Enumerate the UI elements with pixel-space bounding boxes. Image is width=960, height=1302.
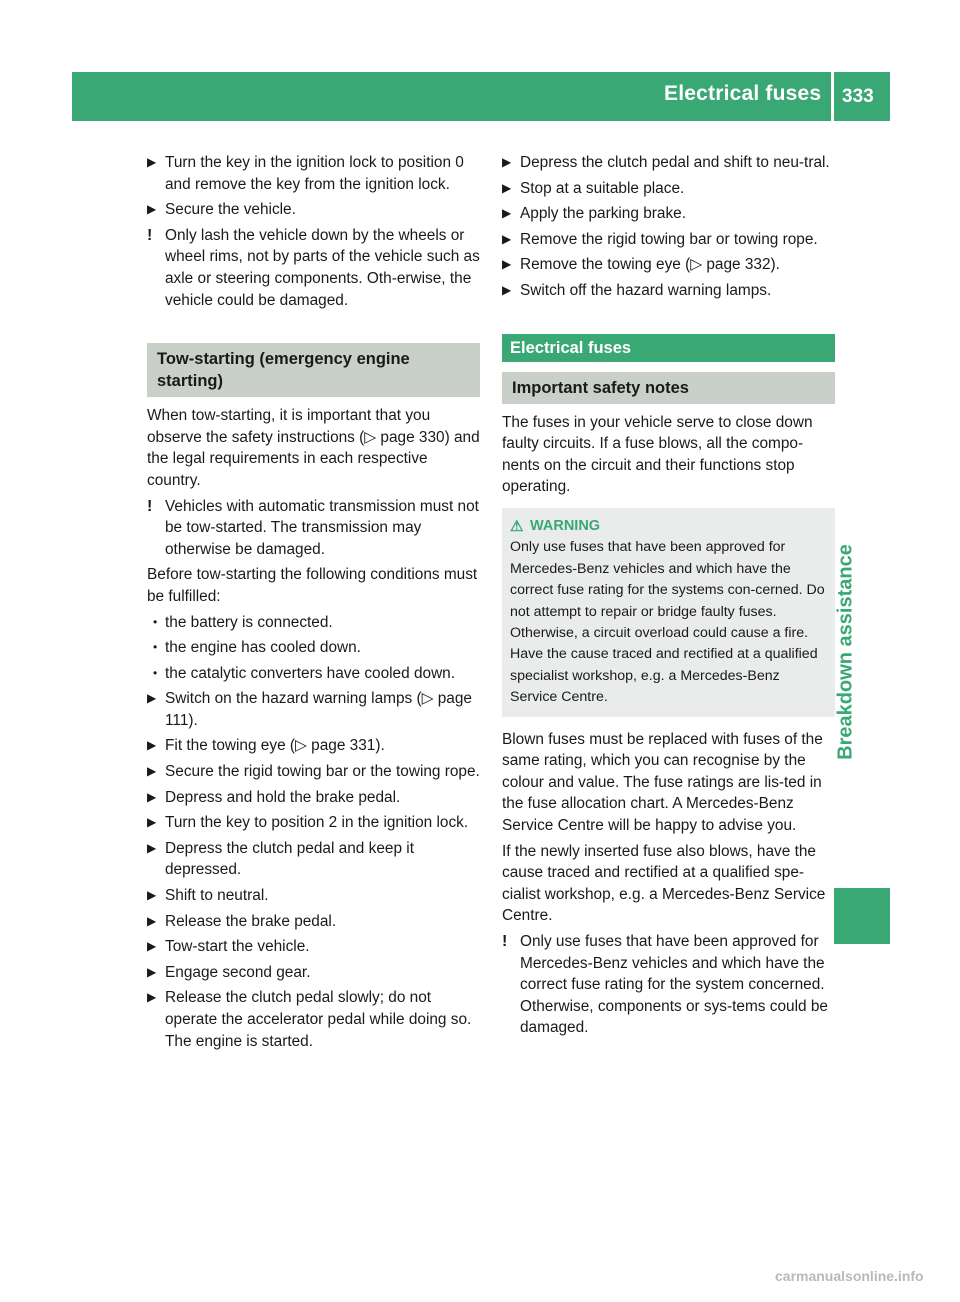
page-number: 333 — [842, 86, 874, 107]
arrow-right-icon: ▶ — [147, 913, 157, 928]
paragraph: Blown fuses must be replaced with fuses of the same rating, which you can recognise by the colour and value. The fuse ratings are lis-ted in the fuse allocation chart. A Mercedes-Benz Service Centre will be happy to advise you. — [502, 730, 823, 834]
step-item: ▶ Secure the vehicle. — [147, 199, 480, 221]
caution-note: ! Only use fuses that have been approved for Mercedes-Benz vehicles and which have the correct fuse rating for the system concerned. Otherwise, components or sys-tems could be damaged. — [502, 932, 828, 1037]
arrow-right-icon: ▶ — [502, 231, 512, 246]
step-item: ▶ Switch on the hazard warning lamps (▷ page 111). — [147, 690, 472, 729]
caution-note: ! Only lash the vehicle down by the wheels or wheel rims, not by parts of the vehicle such as axle or steering components. Oth-erwise, the vehicle could be damaged. — [147, 226, 480, 309]
watermark: carmanualsonline.info — [775, 1268, 924, 1284]
warning-text: Only use fuses that have been approved for Mercedes-Benz vehicles and which have the correct fuse rating for the systems con-cerned. Do not attempt to repair or bridge faulty fuses. Otherwise, a circuit overload could cause a fire. Have the cause traced and rectified at a qualified specialist workshop, e.g. a Mercedes-Benz Service Centre. — [510, 539, 825, 706]
arrow-right-icon: ▶ — [502, 206, 512, 221]
step-result: The engine is started. — [165, 1032, 314, 1050]
step-item: ▶ Depress and hold the brake pedal. — [147, 787, 480, 809]
paragraph: If the newly inserted fuse also blows, have the cause traced and rectified at a qualified spe-cialist workshop, e.g. a Mercedes-Benz Service Centre. — [502, 842, 826, 925]
arrow-right-icon: ▶ — [147, 939, 157, 954]
header-divider — [831, 72, 834, 121]
arrow-right-icon: ▶ — [147, 202, 157, 217]
arrow-right-icon: ▶ — [147, 964, 157, 979]
bullet-item: • the engine has cooled down. — [147, 637, 480, 659]
paragraph: When tow-starting, it is important that you observe the safety instructions (▷ page 330) and the legal requirements in each respective country. — [147, 407, 480, 489]
step-item: ▶ Engage second gear. — [147, 962, 480, 984]
exclamation-icon: ! — [502, 932, 508, 950]
step-item: ▶ Remove the towing eye (▷ page 332). — [502, 254, 835, 276]
arrow-right-icon: ▶ — [502, 257, 512, 272]
step-item: ▶ Fit the towing eye (▷ page 331). — [147, 735, 480, 757]
side-tab — [834, 888, 890, 944]
bullet-icon: • — [153, 665, 158, 680]
arrow-right-icon: ▶ — [147, 888, 157, 903]
arrow-right-icon: ▶ — [147, 840, 157, 855]
exclamation-icon: ! — [147, 497, 153, 515]
caution-note: ! Vehicles with automatic transmission must not be tow-started. The transmission may otherwise be damaged. — [147, 497, 479, 558]
right-column — [502, 152, 835, 1043]
arrow-right-icon: ▶ — [147, 738, 157, 753]
step-item: ▶ Secure the rigid towing bar or the towing rope. — [147, 761, 480, 783]
step-item: ▶ Turn the key in the ignition lock to position 0 and remove the key from the ignition lock. — [147, 154, 464, 193]
step-item: ▶ Release the clutch pedal slowly; do not operate the accelerator pedal while doing so. The engine is started. — [147, 989, 472, 1050]
exclamation-icon: ! — [147, 226, 153, 244]
bullet-icon: • — [153, 640, 158, 655]
step-item: ▶ Turn the key to position 2 in the ignition lock. — [147, 812, 480, 834]
arrow-right-icon: ▶ — [147, 815, 157, 830]
section-heading: Important safety notes — [502, 372, 835, 404]
bullet-item: • the battery is connected. — [147, 612, 480, 634]
step-item: ▶ Apply the parking brake. — [502, 203, 835, 225]
step-item: ▶ Switch off the hazard warning lamps. — [502, 280, 835, 302]
step-item: ▶ Release the brake pedal. — [147, 911, 480, 933]
warning-title: WARNING — [530, 517, 601, 534]
chapter-heading: Electrical fuses — [502, 334, 835, 362]
step-item: ▶ Shift to neutral. — [147, 885, 480, 907]
paragraph: Before tow-starting the following conditions must be fulfilled: — [147, 566, 478, 605]
arrow-right-icon: ▶ — [147, 789, 157, 804]
step-item: ▶ Tow-start the vehicle. — [147, 936, 480, 958]
arrow-right-icon: ▶ — [147, 764, 157, 779]
step-item: ▶ Depress the clutch pedal and shift to neu-tral. — [502, 152, 835, 174]
arrow-right-icon: ▶ — [147, 155, 157, 169]
arrow-right-icon: ▶ — [147, 990, 157, 1005]
arrow-right-icon: ▶ — [502, 155, 512, 169]
left-column — [147, 152, 480, 1056]
paragraph: The fuses in your vehicle serve to close down faulty circuits. If a fuse blows, all the compo-nents on the circuit and their functions stop operating. — [502, 413, 813, 496]
bullet-item: • the catalytic converters have cooled down. — [147, 663, 480, 685]
step-item: ▶ Remove the rigid towing bar or towing rope. — [502, 229, 835, 251]
bullet-icon: • — [153, 614, 158, 629]
arrow-right-icon: ▶ — [502, 282, 512, 297]
arrow-right-icon: ▶ — [502, 180, 512, 195]
step-item: ▶ Stop at a suitable place. — [502, 178, 835, 200]
step-item: ▶ Depress the clutch pedal and keep it depressed. — [147, 839, 414, 879]
warning-triangle-icon: ⚠ — [510, 517, 524, 535]
arrow-right-icon: ▶ — [147, 691, 157, 706]
page-title: Electrical fuses — [664, 82, 822, 105]
warning-box — [502, 508, 835, 717]
section-heading: Tow-starting (emergency engine starting) — [147, 343, 480, 397]
